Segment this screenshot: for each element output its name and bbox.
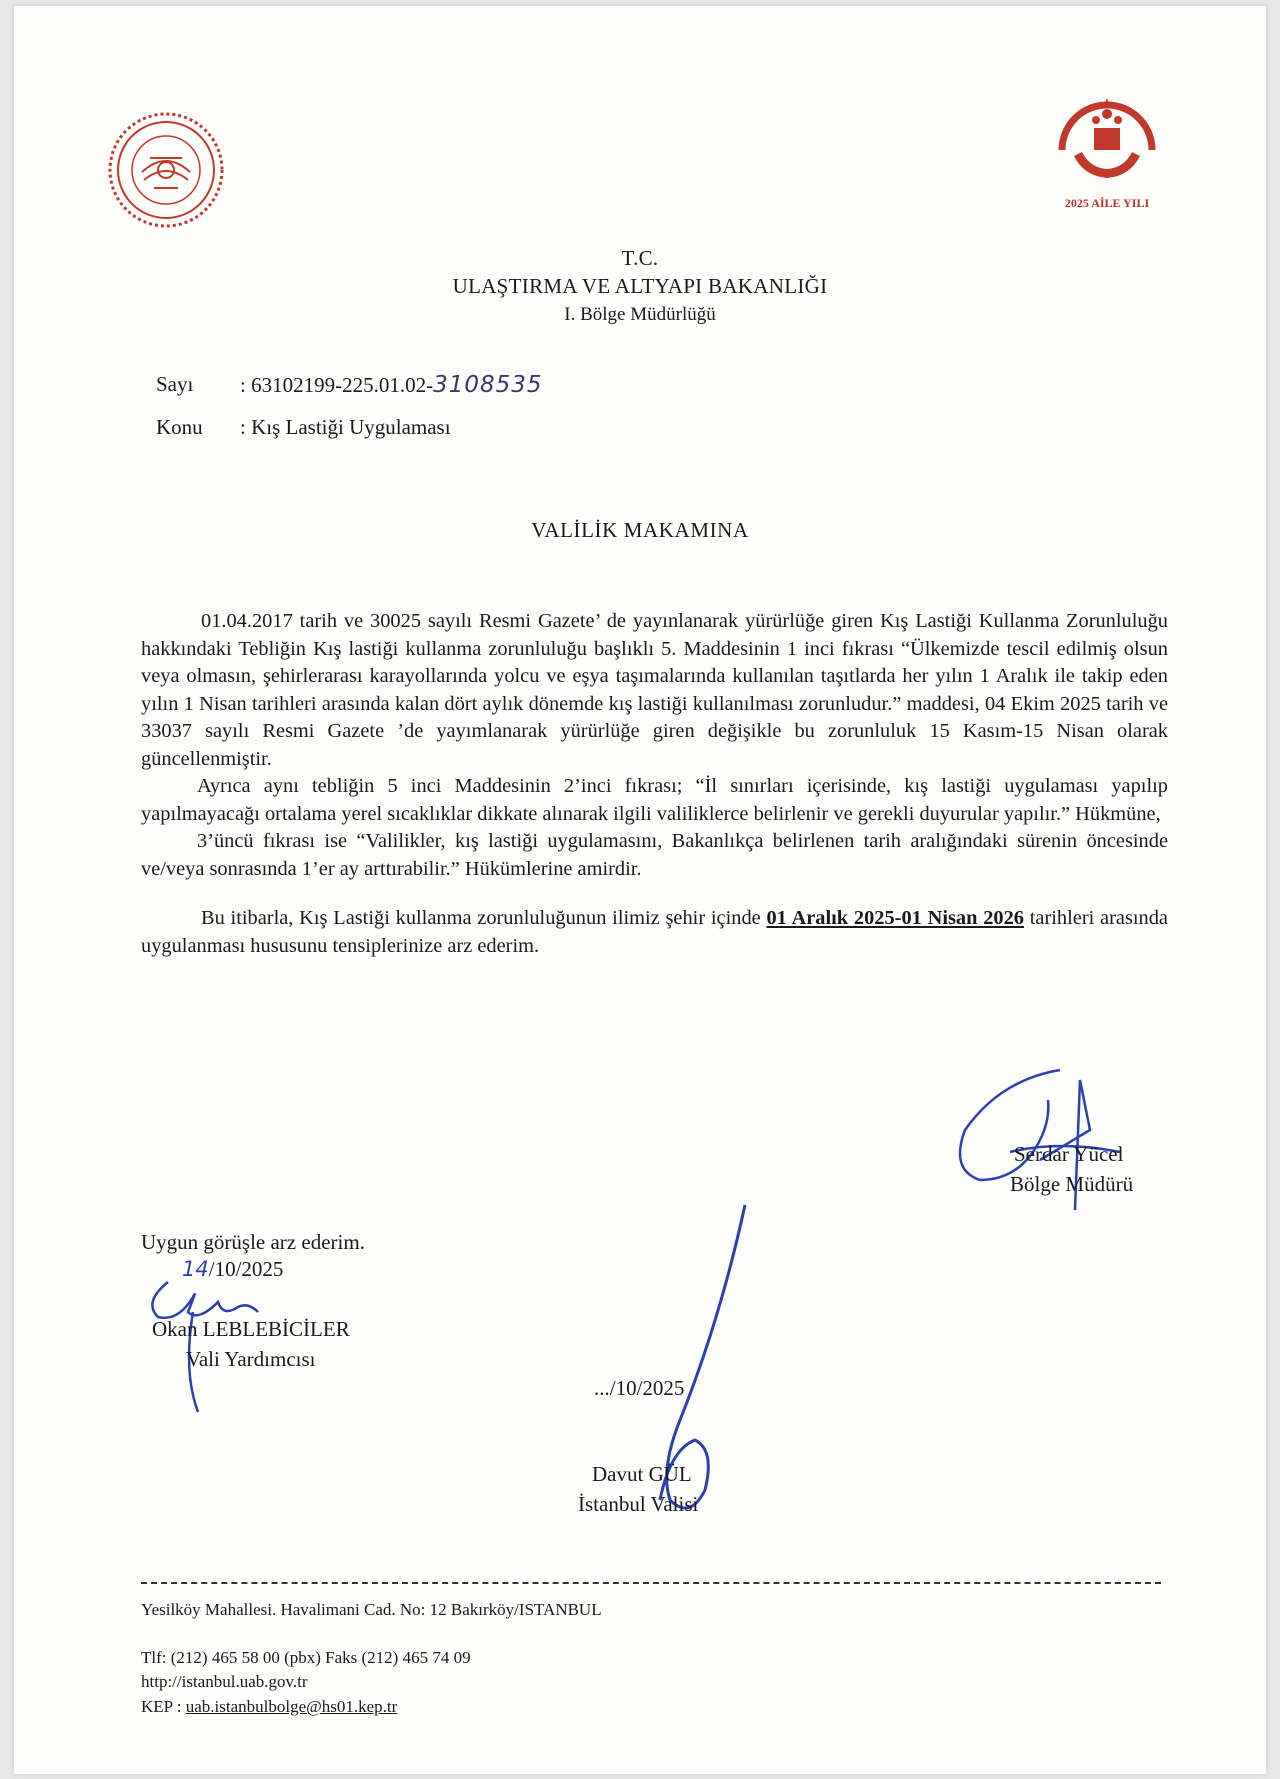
sayi-number: : 63102199-225.01.02- bbox=[240, 373, 434, 397]
sayi-label: Sayı bbox=[156, 372, 194, 396]
signer-2-date-rest: /10/2025 bbox=[208, 1257, 284, 1281]
signer-3-date: .../10/2025 bbox=[594, 1376, 685, 1400]
paragraph-4-start: Bu itibarla, Kış Lastiği kullanma zorunluluğunun ilimiz şehir içinde bbox=[201, 907, 767, 929]
header-directorate: I. Bölge Müdürlüğü bbox=[564, 304, 716, 325]
paragraph-2: Ayrıca aynı tebliğin 5 inci Maddesinin 2’inci fıkrası; “İl sınırları içerisinde, kış lastiği uygulaması yapılıp yapılmayacağı ortalama yerel sıcaklıklar dikkate alınarak ilgili valiliklerce belirlenir ve gerekli duyurular yapılır.” Hükmüne, bbox=[141, 775, 1168, 825]
footer-phone: Tlf: (212) 465 58 00 (pbx) Faks (212) 465 74 09 bbox=[141, 1648, 471, 1667]
paragraph-3: 3’üncü fıkrası ise “Valilikler, kış lastiği uygulamasını, Bakanlıkça belirlenen tarih aralığındaki sürenin öncesinde ve/veya sonrasında 1’er ay arttırabilir.” Hükümlerine amirdir. bbox=[141, 830, 1168, 880]
sayi-handwritten: 3108535 bbox=[433, 372, 543, 398]
family-year-caption: 2025 AİLE YILI bbox=[1064, 196, 1150, 210]
signer-2-title: Vali Yardımcısı bbox=[186, 1347, 316, 1371]
paragraph-1: 01.04.2017 tarih ve 30025 sayılı Resmi Gazete’ de yayınlanarak yürürlüğe giren Kış Lastiği Kullanma Zorunluluğu hakkındaki Tebliğin Kış lastiği kullanma zorunluluğu başlıklı 5. Maddesinin 1 inci fıkrası “Ülkemizde tescil edilmiş olsun veya olmasın, şehirlerarası karayollarında yolcu ve eşya taşımalarında kullanılan taşıtlarda her yılın 1 Aralık ile takip eden yılın 1 Nisan tarihleri arasında kalan dört aylık dönemde kış lastiği kullanılması zorunludur.” maddesi, 04 Ekim 2025 tarih ve 33037 sayılı Resmi Gazete ’de yayımlanarak yürürlüğe giren değişikle bu zorunluluk 15 Kasım-15 Nisan olarak güncellenmiştir. bbox=[141, 610, 1168, 770]
signer-2-name: Okan LEBLEBİCİLER bbox=[152, 1317, 350, 1341]
letter-body bbox=[141, 608, 1168, 960]
signer-3-name: Davut GÜL bbox=[592, 1462, 692, 1486]
date-range-bold: 01 Aralık 2025-01 Nisan 2026 bbox=[766, 907, 1024, 929]
signer-3-title: İstanbul Valisi bbox=[578, 1492, 699, 1516]
signer-2-date-handwritten: 14 bbox=[182, 1257, 209, 1281]
footer-address: Yesilköy Mahallesi. Havalimani Cad. No: 12 Bakırköy/ISTANBUL bbox=[141, 1600, 602, 1619]
footer-kep-label: KEP : bbox=[141, 1697, 186, 1716]
approval-note: Uygun görüşle arz ederim. bbox=[141, 1230, 365, 1254]
family-year-logo-icon bbox=[1044, 78, 1170, 196]
sayi-value bbox=[240, 372, 543, 398]
paragraph-4-end: tarihleri arasında uygulanması hususunu tensiplerinize arz ederim. bbox=[141, 907, 1168, 957]
footer-kep bbox=[141, 1695, 397, 1719]
konu-label: Konu bbox=[156, 415, 203, 439]
signer-1-name: Serdar Yücel bbox=[1014, 1142, 1124, 1166]
header-tc: T.C. bbox=[621, 246, 659, 270]
konu-value: : Kış Lastiği Uygulaması bbox=[240, 415, 451, 439]
signer-1-title: Bölge Müdürü bbox=[1010, 1172, 1134, 1196]
header-ministry: ULAŞTIRMA VE ALTYAPI BAKANLIĞI bbox=[452, 274, 828, 298]
recipient-title: VALİLİK MAKAMINA bbox=[531, 518, 749, 542]
paragraph-4 bbox=[141, 905, 1168, 960]
footer-divider bbox=[141, 1582, 1161, 1584]
footer-web: http://istanbul.uab.gov.tr bbox=[141, 1672, 308, 1691]
ministry-seal-icon bbox=[106, 110, 226, 230]
footer-kep-link[interactable]: uab.istanbulbolge@hs01.kep.tr bbox=[185, 1697, 398, 1716]
